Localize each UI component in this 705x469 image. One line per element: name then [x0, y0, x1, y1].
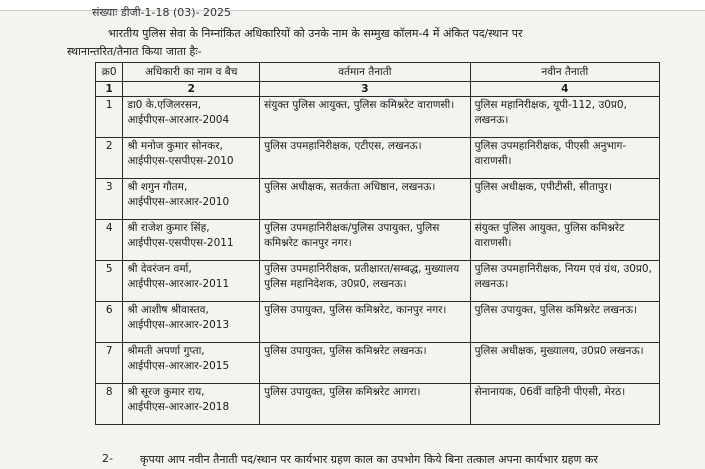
new-posting: पुलिस उपमहानिरीक्षक, पीएसी अनुभाग-वाराणसी। [470, 138, 659, 179]
officer-name: श्री आशीष श्रीवास्तव, [127, 304, 209, 316]
serial-number: 2 [96, 138, 123, 179]
serial-number: 1 [96, 97, 123, 138]
column-number-row [96, 82, 660, 97]
serial-number: 3 [96, 179, 123, 220]
current-posting: संयुक्त पुलिस आयुक्त, पुलिस कमिश्नरेट वाराणसी। [260, 97, 470, 138]
officer-cell [123, 261, 260, 302]
current-posting: पुलिस अधीक्षक, सतर्कता अधिष्ठान, लखनऊ। [260, 179, 470, 220]
serial-number: 6 [96, 302, 123, 343]
current-posting: पुलिस उपमहानिरीक्षक/पुलिस उपायुक्त, पुलिस कमिश्नरेट कानपुर नगर। [260, 220, 470, 261]
paragraph-text: कृपया आप नवीन तैनाती पद/स्थान पर कार्यभार ग्रहण काल का उपभोग किये बिना तत्काल अपना कार्यभार ग्रहण कर [140, 453, 598, 466]
current-posting: पुलिस उपमहानिरीक्षक, प्रतीक्षारत/सम्बद्ध, मुख्यालय पुलिस महानिदेशक, उ0प्र0, लखनऊ। [260, 261, 470, 302]
officer-cell [123, 343, 260, 384]
table-row [96, 179, 660, 220]
serial-number: 7 [96, 343, 123, 384]
column-number: 2 [123, 82, 260, 97]
new-posting: पुलिस महानिरीक्षक, यूपी-112, उ0प्र0, लखनऊ। [470, 97, 659, 138]
table-row [96, 302, 660, 343]
officer-batch: आईपीएस-आरआर-2011 [127, 278, 230, 290]
order-reference: संख्याः डीजी-1-18 (03)- 2025 [92, 6, 232, 19]
intro-text-line-1: भारतीय पुलिस सेवा के निम्नांकित अधिकारियों को उनके नाम के सम्मुख कॉलम-4 में अंकित पद/स्थान पर [108, 27, 523, 40]
officer-batch: आईपीएस-आरआर-2010 [127, 196, 230, 208]
table-row [96, 261, 660, 302]
serial-number: 4 [96, 220, 123, 261]
table-row [96, 220, 660, 261]
new-posting: पुलिस अधीक्षक, एपीटीसी, सीतापुर। [470, 179, 659, 220]
transfer-table [95, 62, 660, 425]
officer-batch: आईपीएस-एसपीएस-2011 [127, 237, 234, 249]
column-number: 1 [96, 82, 123, 97]
new-posting: पुलिस अधीक्षक, मुख्यालय, उ0प्र0 लखनऊ। [470, 343, 659, 384]
intro-text-line-2: स्थानान्तरित/तैनात किया जाता हैः- [67, 45, 202, 58]
officer-name: डा0 के.एजिलरसन, [127, 99, 202, 111]
officer-batch: आईपीएस-आरआर-2018 [127, 401, 230, 413]
current-posting: पुलिस उपायुक्त, पुलिस कमिश्नरेट आगरा। [260, 384, 470, 425]
officer-name: श्री सूरज कुमार राय, [127, 386, 205, 398]
table-row [96, 384, 660, 425]
officer-name: श्रीमती अपर्णा गुप्ता, [127, 345, 205, 357]
officer-cell [123, 302, 260, 343]
officer-cell [123, 97, 260, 138]
officer-cell [123, 138, 260, 179]
new-posting: पुलिस उपायुक्त, पुलिस कमिश्नरेट लखनऊ। [470, 302, 659, 343]
officer-batch: आईपीएस-आरआर-2004 [127, 114, 230, 126]
officer-cell [123, 384, 260, 425]
table-row [96, 343, 660, 384]
new-posting: संयुक्त पुलिस आयुक्त, पुलिस कमिश्नरेट वाराणसी। [470, 220, 659, 261]
header-officer-name: अधिकारी का नाम व बैच [123, 63, 260, 82]
current-posting: पुलिस उपायुक्त, पुलिस कमिश्नरेट, कानपुर नगर। [260, 302, 470, 343]
officer-cell [123, 179, 260, 220]
serial-number: 5 [96, 261, 123, 302]
officer-cell [123, 220, 260, 261]
serial-number: 8 [96, 384, 123, 425]
new-posting: सेनानायक, 06वीं वाहिनी पीएसी, मेरठ। [470, 384, 659, 425]
paragraph-number: 2- [102, 452, 113, 465]
officer-batch: आईपीएस-आरआर-2013 [127, 319, 230, 331]
current-posting: पुलिस उपमहानिरीक्षक, एटीएस, लखनऊ। [260, 138, 470, 179]
table-row [96, 97, 660, 138]
officer-batch: आईपीएस-एसपीएस-2010 [127, 155, 234, 167]
officer-name: श्री राजेश कुमार सिंह, [127, 222, 210, 234]
header-current-posting: वर्तमान तैनाती [260, 63, 470, 82]
new-posting: पुलिस उपमहानिरीक्षक, नियम एवं ग्रंथ, उ0प्र0, लखनऊ। [470, 261, 659, 302]
column-number: 3 [260, 82, 470, 97]
table-row [96, 138, 660, 179]
header-serial: क्र0 [96, 63, 123, 82]
officer-name: श्री देवरंजन वर्मा, [127, 263, 192, 275]
header-new-posting: नवीन तैनाती [470, 63, 659, 82]
officer-name: श्री मनोज कुमार सोनकर, [127, 140, 223, 152]
table-header-row [96, 63, 660, 82]
officer-batch: आईपीएस-आरआर-2015 [127, 360, 230, 372]
column-number: 4 [470, 82, 659, 97]
current-posting: पुलिस उपायुक्त, पुलिस कमिश्नरेट लखनऊ। [260, 343, 470, 384]
officer-name: श्री शगुन गौतम, [127, 181, 188, 193]
